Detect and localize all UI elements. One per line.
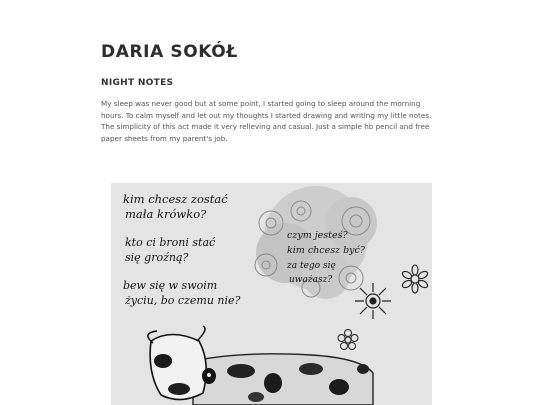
sunflower-icon <box>355 283 391 319</box>
note-line-7: czym jesteś? <box>287 230 348 241</box>
note-line-1: kim chcesz zostać <box>123 192 228 206</box>
page-title: DARIA SOKÓŁ <box>101 42 238 62</box>
section-description: My sleep was never good but at some point, I started going to sleep around the morning hours. To calm myself and let out my thoughts I started drawing and writing my little notes. The simplicity of this act made it very relieving and casual. Just a simple hb pencil and free paper sheets from my parent's job. <box>101 99 432 143</box>
note-line-2: mała krówko? <box>125 207 207 221</box>
note-line-8: kim chcesz być? <box>287 245 365 256</box>
note-line-6: życiu, bo czemu nie? <box>125 294 241 307</box>
section-title: NIGHT NOTES <box>101 78 174 88</box>
note-line-10: uważasz? <box>289 275 333 285</box>
night-notes-artwork[interactable] <box>111 183 432 405</box>
note-line-5: bew się w swoim <box>123 279 218 292</box>
note-line-3: kto ci broni stać <box>125 236 216 249</box>
note-line-4: się groźną? <box>125 251 189 264</box>
note-line-9: za tego się <box>287 261 336 271</box>
